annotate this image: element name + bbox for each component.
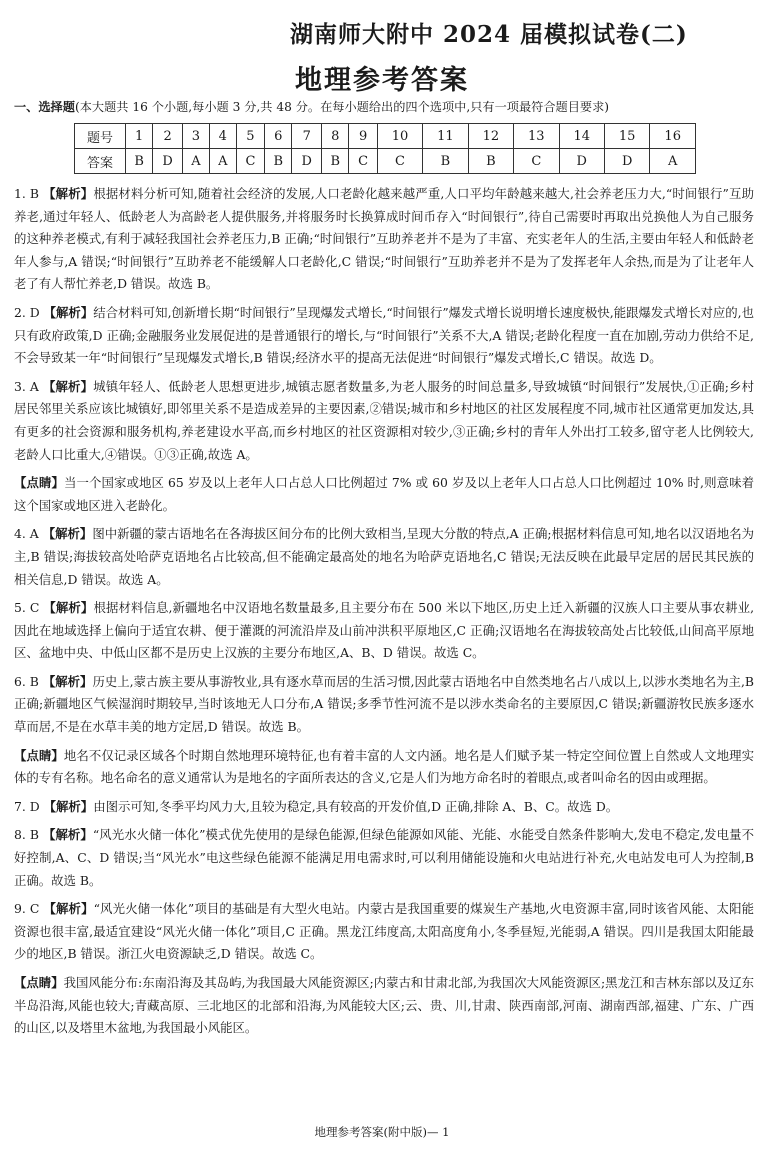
note-paragraph bbox=[14, 472, 754, 517]
answer-cell: B bbox=[126, 149, 153, 174]
explanation-text: “风光水火储一体化”模式优先使用的是绿色能源,但绿色能源如风能、光能、水能受自然条件影响大,发电不稳定,发电量不好控制,A、C、D 错误;当“风光水”电这些绿色能源不能满足用电需求时,可以利用储能设施和火电站进行补充,火电站发电可人为控制,B 正确。故选 B。 bbox=[14, 827, 755, 888]
answer-prefix: 6. B bbox=[14, 673, 43, 689]
explanation-text: 根据材料分析可知,随着社会经济的发展,人口老龄化越来越严重,人口平均年龄越来越大,社会养老压力大,“时间银行”互助养老,通过年轻人、低龄老人为高龄老人提供服务,并将服务时长换算成时间币存入“时间银行”,待自己需要时再取出兑换他人为自己服务的这种养老模式,有利于减轻我国社会养老压力,B 正确;“时间银行”互助养老并不是为了丰富、充实老年人的生活,主要由年轻人和低龄老年人参与,A 错误;“时间银行”互助养老不能缓解人口老龄化,C 错误;“时间银行”互助养老并不是为了发挥老年人余热,而是为了让老年人老了有人帮忙养老,D 错误。故选 B。 bbox=[14, 186, 754, 292]
section-label: 一、选择题 bbox=[14, 100, 75, 114]
note-text: 我国风能分布:东南沿海及其岛屿,为我国最大风能资源区;内蒙古和甘肃北部,为我国次大风能资源区;黑龙江和吉林东部以及辽东半岛沿海,风能也较大;青藏高原、三北地区的北部和沿海,为风能较大区;云、贵、川,甘肃、陕西南部,河南、湖南西部,福建、广东、广西的山区,以及塔里木盆地,为我国最小风能区。 bbox=[14, 975, 754, 1036]
answer-cell: B bbox=[468, 149, 513, 174]
explanation-paragraph bbox=[14, 898, 754, 966]
analysis-tag: 【解析】 bbox=[42, 526, 93, 542]
answer-cell: C bbox=[236, 149, 264, 174]
question-number: 6 bbox=[265, 124, 292, 149]
question-number: 15 bbox=[604, 124, 649, 149]
question-number: 4 bbox=[209, 124, 236, 149]
analysis-tag: 【解析】 bbox=[43, 901, 94, 917]
question-number: 11 bbox=[423, 124, 468, 149]
question-number: 5 bbox=[236, 124, 264, 149]
question-number: 13 bbox=[514, 124, 559, 149]
explanation-paragraph bbox=[14, 302, 754, 370]
answer-prefix: 1. B bbox=[14, 186, 44, 201]
explanation-paragraph bbox=[14, 523, 754, 591]
explanation-text: 由图示可知,冬季平均风力大,且较为稳定,具有较高的开发价值,D 正确,排除 A、B、C。故选 D。 bbox=[93, 798, 619, 814]
question-number-row bbox=[75, 124, 696, 149]
answer-cell: A bbox=[209, 149, 236, 174]
answer-table bbox=[74, 123, 696, 174]
explanations bbox=[14, 183, 754, 1046]
analysis-tag: 【解析】 bbox=[42, 827, 93, 843]
note-tag: 【点睛】 bbox=[14, 975, 64, 990]
analysis-tag: 【解析】 bbox=[42, 378, 94, 394]
answer-cell: C bbox=[377, 149, 422, 174]
analysis-tag: 【解析】 bbox=[43, 304, 94, 320]
note-tag: 【点睛】 bbox=[14, 475, 64, 491]
answer-prefix: 5. C bbox=[14, 600, 44, 616]
explanation-text: 图中新疆的蒙古语地名在各海拔区间分布的比例大致相当,呈现大分散的特点,A 正确;根据材料信息可知,地名以汉语地名为主,B 错误;海拔较高处哈萨克语地名占比较高,但不能确定最高处的地名为哈萨克语地名,C 错误;无法反映在此最早定居的居民其民族的相关信息,D 错误。故选 A。 bbox=[14, 526, 754, 587]
answer-prefix: 2. D bbox=[14, 304, 44, 320]
answer-cell: D bbox=[153, 149, 183, 174]
question-number-header: 题号 bbox=[75, 124, 126, 149]
answer-cell: D bbox=[604, 149, 649, 174]
answer-prefix: 3. A bbox=[14, 378, 43, 394]
answer-cell: B bbox=[265, 149, 292, 174]
note-paragraph bbox=[14, 972, 754, 1040]
note-paragraph bbox=[14, 745, 754, 790]
explanation-paragraph bbox=[14, 597, 754, 665]
answer-cell: A bbox=[182, 149, 209, 174]
analysis-tag: 【解析】 bbox=[43, 600, 94, 616]
question-number: 8 bbox=[322, 124, 349, 149]
answer-cell: D bbox=[292, 149, 322, 174]
section-heading bbox=[14, 98, 754, 115]
answer-cell: A bbox=[650, 149, 696, 174]
explanation-text: 城镇年轻人、低龄老人思想更进步,城镇志愿者数量多,为老人服务的时间总量多,导致城镇“时间银行”发展快,①正确;乡村居民邻里关系应该比城镇好,即邻里关系不是造成差异的主要因素,②错误;城市和乡村地区的社区发展程度不同,城市社区通常更加发达,具有更多的社会资源和服务机构,养老建设水平高,而乡村地区的社区资源相对较少,③正确;乡村的青年人外出打工较多,留守老人比例较大,老龄人口比重大,④错误。①③正确,故选 A。 bbox=[14, 378, 754, 462]
answer-cell: B bbox=[322, 149, 349, 174]
analysis-tag: 【解析】 bbox=[43, 798, 94, 814]
explanation-paragraph bbox=[14, 824, 754, 892]
question-number: 7 bbox=[292, 124, 322, 149]
document-title: 地理参考答案 bbox=[295, 65, 469, 96]
question-number: 16 bbox=[650, 124, 696, 149]
section-instructions: (本大题共 16 个小题,每小题 3 分,共 48 分。在每小题给出的四个选项中,只有一项最符合题目要求) bbox=[74, 100, 610, 114]
answer-prefix: 9. C bbox=[14, 901, 44, 917]
answer-cell: C bbox=[514, 149, 559, 174]
school-title: 湖南师大附中 2024 届模拟试卷(二) bbox=[290, 21, 688, 48]
explanation-text: 结合材料可知,创新增长期“时间银行”呈现爆发式增长,“时间银行”爆发式增长说明增长速度极快,能跟爆发式增长对应的,也只有政府政策,D 正确;金融服务业发展促进的是普通银行的增长,与“时间银行”关系不大,A 错误;老龄化程度一直在加剧,劳动力供给不足,不会导致某一年“时间银行”呈现爆发式增长,B 错误;经济水平的提高无法促进“时间银行”爆发式增长,C 错误。故选 D。 bbox=[14, 304, 754, 366]
answer-prefix: 4. A bbox=[14, 526, 43, 542]
explanation-paragraph bbox=[14, 183, 754, 296]
explanation-paragraph bbox=[14, 671, 754, 739]
question-number: 12 bbox=[468, 124, 513, 149]
question-number: 10 bbox=[377, 124, 422, 149]
answer-prefix: 7. D bbox=[14, 798, 44, 814]
page-footer: 地理参考答案(附中版)— 1 bbox=[314, 1125, 450, 1139]
analysis-tag: 【解析】 bbox=[43, 186, 94, 201]
explanation-paragraph bbox=[14, 376, 754, 466]
explanation-text: 根据材料信息,新疆地名中汉语地名数量最多,且主要分布在 500 米以下地区,历史上迁入新疆的汉族人口主要从事农耕业,因此在地域选择上偏向于适宜农耕、便于灌溉的河流沿岸及山前冲洪积平原地区,C 正确;汉语地名在海拔较高处占比较低,山间高平原地区、盆地中央、中低山区都不是历史上汉族的主要分布地区,A、B、D 错误。故选 C。 bbox=[14, 600, 755, 661]
explanation-text: 历史上,蒙古族主要从事游牧业,具有逐水草而居的生活习惯,因此蒙古语地名中自然类地名占八成以上,以涉水类地名为主,B 正确;新疆地区气候湿润时期较早,当时该地无人口分布,A 错误;多季节性河流不是以涉水类命名的主要原因,C 错误;新疆游牧民族多逐水草而居,不是在水草丰美的地方定居,D 错误。故选 B。 bbox=[14, 673, 754, 735]
question-number: 2 bbox=[153, 124, 183, 149]
explanation-text: “风光火储一体化”项目的基础是有大型火电站。内蒙古是我国重要的煤炭生产基地,火电资源丰富,同时该省风能、太阳能资源也很丰富,最适宜建设“风光火储一体化”项目,C 正确。黑龙江纬度高,太阳高度角小,冬季昼短,光能弱,A 错误。四川是我国太阳能最少的地区,B 错误。浙江火电资源缺乏,D 错误。故选 C。 bbox=[14, 901, 755, 962]
note-tag: 【点睛】 bbox=[14, 747, 64, 763]
answer-cell: D bbox=[559, 149, 604, 174]
explanation-paragraph bbox=[14, 796, 754, 819]
note-text: 当一个国家或地区 65 岁及以上老年人口占总人口比例超过 7% 或 60 岁及以上老年人口占总人口比例超过 10% 时,则意味着这个国家或地区进入老龄化。 bbox=[14, 475, 754, 513]
analysis-tag: 【解析】 bbox=[42, 673, 93, 689]
answer-cell: C bbox=[349, 149, 377, 174]
question-number: 14 bbox=[559, 124, 604, 149]
answer-prefix: 8. B bbox=[14, 827, 43, 843]
question-number: 9 bbox=[349, 124, 377, 149]
note-text: 地名不仅记录区域各个时期自然地理环境特征,也有着丰富的人文内涵。地名是人们赋予某一特定空间位置上自然或人文地理实体的专有名称。地名命名的意义通常认为是地名的字面所表达的含义,它是人们为地方命名时的着眼点,或者叫命名的因由或理据。 bbox=[14, 747, 754, 786]
answer-header: 答案 bbox=[75, 149, 126, 174]
question-number: 3 bbox=[182, 124, 209, 149]
answer-row bbox=[75, 149, 696, 174]
answer-cell: B bbox=[423, 149, 468, 174]
question-number: 1 bbox=[126, 124, 153, 149]
